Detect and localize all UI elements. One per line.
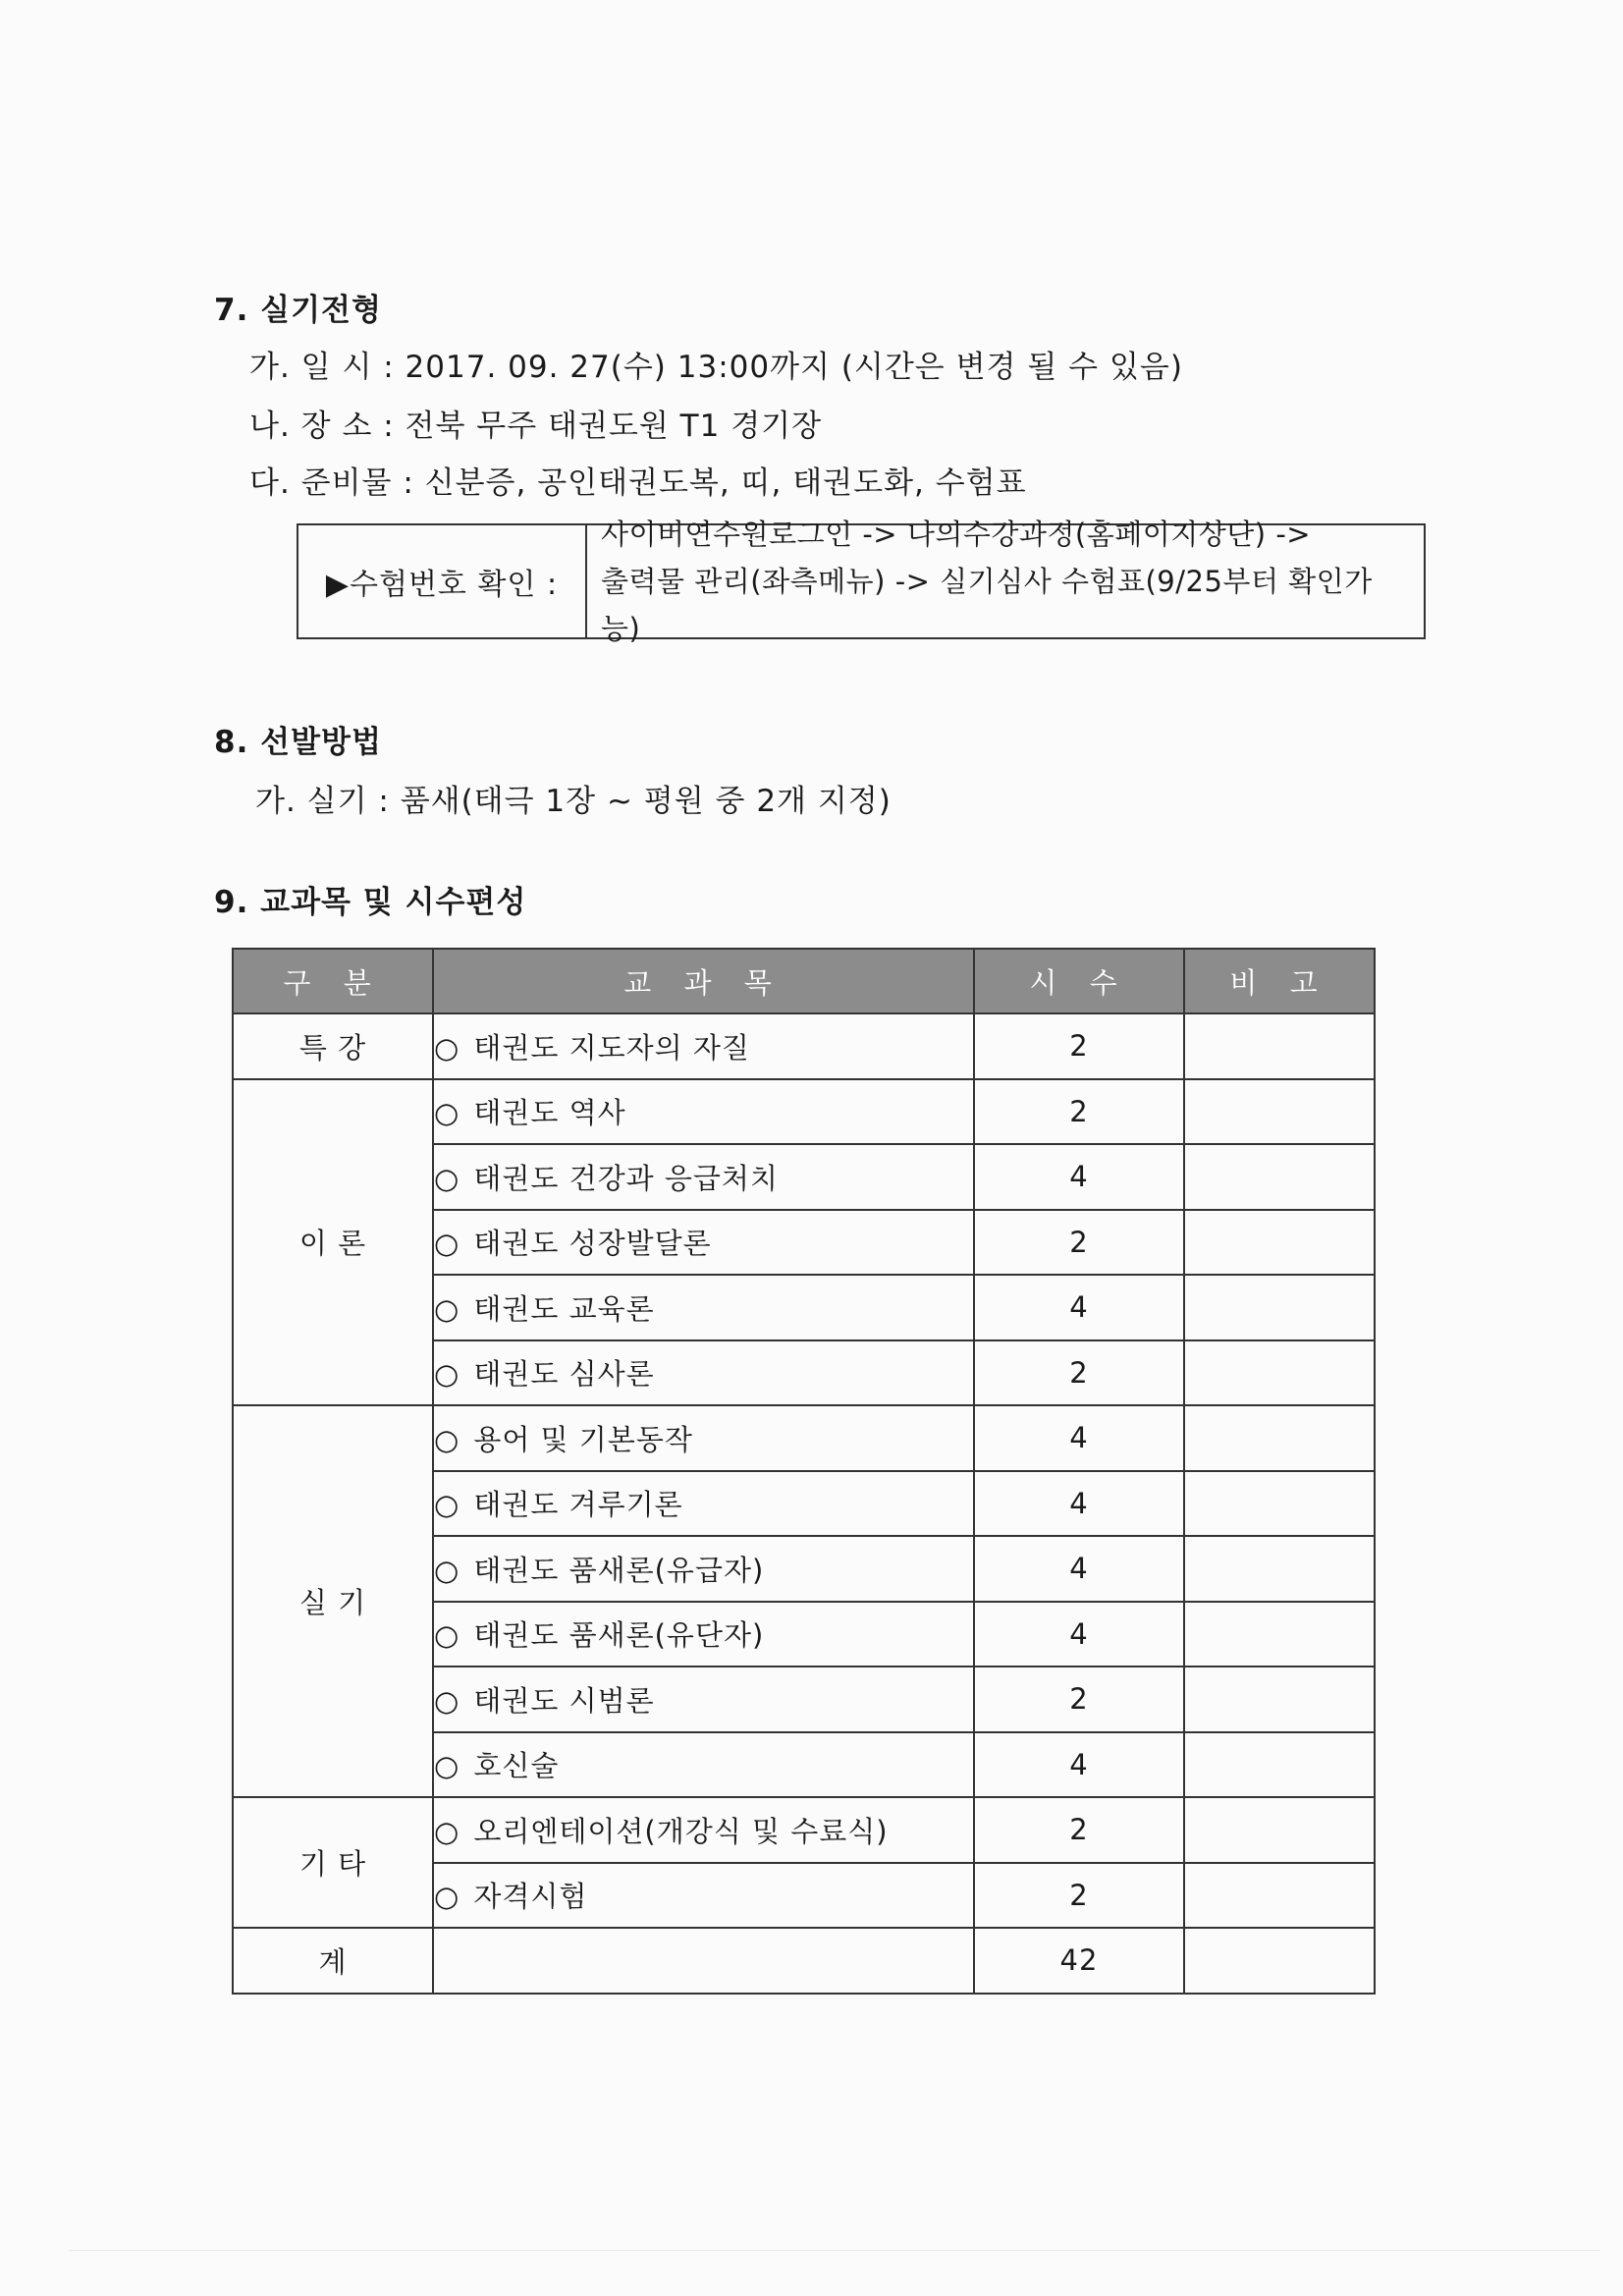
table-header-row [233, 949, 1375, 1013]
subject-cell [433, 1732, 974, 1798]
subject-cell [433, 1079, 974, 1145]
section-8-title: 8. 선발방법 [214, 725, 382, 760]
hours-cell: 2 [974, 1797, 1184, 1863]
remarks-cell [1184, 1471, 1375, 1537]
hours-cell: 4 [974, 1471, 1184, 1537]
circle-bullet-icon: ○ [434, 1749, 460, 1783]
page-bottom-divider [69, 2250, 1600, 2251]
curriculum-table [232, 948, 1376, 1995]
hours-cell: 2 [974, 1013, 1184, 1079]
header-hours: 시 수 [974, 949, 1184, 1013]
exam-number-note-line-1: 사이버연수원로그인 -> 나의수강과정(홈페이지상단) -> [601, 518, 1312, 551]
subject-name: 오리엔테이션(개강식 및 수료식) [473, 1814, 889, 1848]
subject-cell [433, 1471, 974, 1537]
subject-name: 태권도 지도자의 자질 [473, 1030, 750, 1065]
subject-cell [433, 1602, 974, 1667]
hours-cell: 4 [974, 1536, 1184, 1602]
subject-cell [433, 1340, 974, 1406]
hours-cell: 2 [974, 1667, 1184, 1732]
hours-cell: 4 [974, 1275, 1184, 1340]
subject-name: 태권도 역사 [473, 1096, 626, 1130]
exam-number-note-line-2: 출력물 관리(좌측메뉴) -> 실기심사 수험표(9/25부터 확인가능) [601, 565, 1373, 645]
subject-name: 태권도 품새론(유급자) [473, 1553, 765, 1587]
remarks-cell [1184, 1340, 1375, 1406]
remarks-cell [1184, 1079, 1375, 1145]
exam-number-note-text [587, 518, 1424, 645]
circle-bullet-icon: ○ [434, 1422, 460, 1456]
total-label: 계 [233, 1928, 433, 1994]
group-label: 실 기 [233, 1405, 433, 1797]
remarks-cell [1184, 1732, 1375, 1798]
remarks-cell [1184, 1144, 1375, 1210]
remarks-cell [1184, 1210, 1375, 1276]
subject-name: 태권도 성장발달론 [473, 1227, 712, 1261]
section-8-practical: 가. 실기 : 품새(태극 1장 ~ 평원 중 2개 지정) [255, 784, 892, 819]
remarks-cell [1184, 1667, 1375, 1732]
hours-cell: 4 [974, 1732, 1184, 1798]
circle-bullet-icon: ○ [434, 1618, 460, 1653]
subject-cell [433, 1144, 974, 1210]
circle-bullet-icon: ○ [434, 1683, 460, 1718]
total-row [233, 1928, 1375, 1994]
group-label: 이 론 [233, 1079, 433, 1406]
exam-number-note-box [297, 518, 1426, 645]
hours-cell: 2 [974, 1863, 1184, 1929]
remarks-cell [1184, 1797, 1375, 1863]
circle-bullet-icon: ○ [434, 1161, 460, 1195]
subject-name: 호신술 [473, 1749, 560, 1783]
subject-name: 태권도 품새론(유단자) [473, 1618, 765, 1653]
remarks-cell [1184, 1602, 1375, 1667]
subject-name: 태권도 겨루기론 [473, 1488, 683, 1522]
subject-name: 태권도 시범론 [473, 1683, 655, 1718]
remarks-cell [1184, 1536, 1375, 1602]
header-remarks: 비 고 [1184, 949, 1375, 1013]
circle-bullet-icon: ○ [434, 1030, 460, 1065]
table-row [233, 1013, 1375, 1079]
hours-cell: 4 [974, 1144, 1184, 1210]
circle-bullet-icon: ○ [434, 1488, 460, 1522]
subject-name: 태권도 건강과 응급처치 [473, 1161, 779, 1195]
hours-cell: 2 [974, 1079, 1184, 1145]
total-subject-cell [433, 1928, 974, 1994]
remarks-cell [1184, 1405, 1375, 1471]
circle-bullet-icon: ○ [434, 1096, 460, 1130]
remarks-cell [1184, 1275, 1375, 1340]
header-category: 구 분 [233, 949, 433, 1013]
subject-cell [433, 1536, 974, 1602]
table-row [233, 1797, 1375, 1863]
remarks-cell [1184, 1863, 1375, 1929]
group-label: 기 타 [233, 1797, 433, 1928]
hours-cell: 2 [974, 1340, 1184, 1406]
circle-bullet-icon: ○ [434, 1880, 460, 1914]
section-7-materials: 다. 준비물 : 신분증, 공인태권도복, 띠, 태권도화, 수험표 [249, 465, 1027, 501]
table-row [233, 1079, 1375, 1145]
group-label: 특 강 [233, 1013, 433, 1079]
subject-cell [433, 1797, 974, 1863]
circle-bullet-icon: ○ [434, 1227, 460, 1261]
circle-bullet-icon: ○ [434, 1814, 460, 1848]
circle-bullet-icon: ○ [434, 1291, 460, 1326]
exam-number-note-label: ▶수험번호 확인 : [298, 525, 587, 637]
subject-cell [433, 1013, 974, 1079]
subject-cell [433, 1863, 974, 1929]
subject-cell [433, 1275, 974, 1340]
subject-cell [433, 1210, 974, 1276]
total-remarks-cell [1184, 1928, 1375, 1994]
section-7-schedule: 가. 일 시 : 2017. 09. 27(수) 13:00까지 (시간은 변경 될 수 있음) [249, 350, 1183, 385]
circle-bullet-icon: ○ [434, 1357, 460, 1392]
hours-cell: 4 [974, 1405, 1184, 1471]
total-hours: 42 [974, 1928, 1184, 1994]
subject-name: 태권도 심사론 [473, 1357, 655, 1392]
subject-name: 태권도 교육론 [473, 1291, 655, 1326]
section-9-title: 9. 교과목 및 시수편성 [214, 885, 527, 920]
subject-cell [433, 1405, 974, 1471]
hours-cell: 2 [974, 1210, 1184, 1276]
header-subject: 교 과 목 [433, 949, 974, 1013]
subject-name: 용어 및 기본동작 [473, 1422, 693, 1456]
section-7-title: 7. 실기전형 [214, 293, 382, 328]
table-row [233, 1405, 1375, 1471]
circle-bullet-icon: ○ [434, 1553, 460, 1587]
subject-name: 자격시험 [473, 1880, 588, 1914]
section-7-location: 나. 장 소 : 전북 무주 태권도원 T1 경기장 [249, 409, 823, 444]
remarks-cell [1184, 1013, 1375, 1079]
subject-cell [433, 1667, 974, 1732]
hours-cell: 4 [974, 1602, 1184, 1667]
